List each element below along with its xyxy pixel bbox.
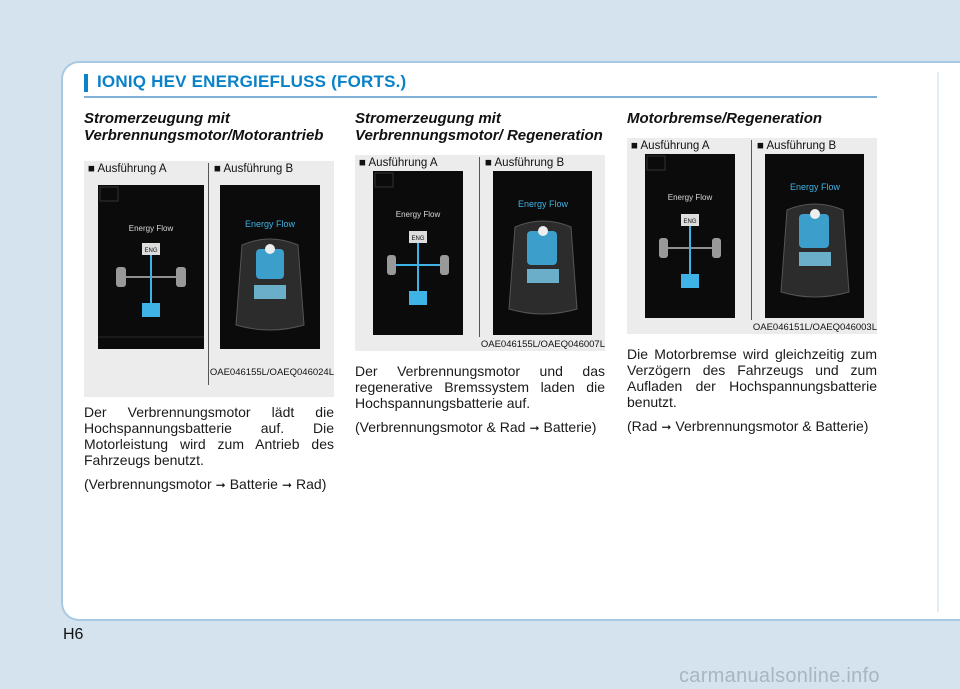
screen-title-b: Energy Flow — [517, 199, 569, 209]
margin-rule — [937, 72, 939, 612]
energy-flow-diagram-a — [645, 154, 735, 318]
figure — [627, 138, 877, 334]
figure-divider — [208, 163, 209, 385]
screen-variant-b — [220, 185, 320, 349]
flow-step: Batterie) — [543, 419, 597, 435]
engine-label: ENG — [683, 219, 697, 225]
column-heading: Stromerzeugung mit Verbrennungsmotor/Motorantrieb — [84, 110, 324, 144]
column-heading: Motorbremse/Regeneration — [627, 110, 823, 127]
variant-b-label: ■ Ausführung B — [757, 140, 837, 152]
section-header — [84, 72, 877, 98]
flow-sequence — [355, 419, 605, 436]
variant-b-label: ■ Ausführung B — [214, 163, 294, 175]
engine-label: ENG — [411, 236, 425, 242]
watermark: carmanualsonline.info — [679, 665, 880, 687]
paragraph: Der Verbrennungsmotor lädt die Hochspannungsbatterie auf. Die Motorleistung wird zum Antrieb des Fahrzeugs benutzt. — [84, 404, 334, 468]
screen-variant-b — [765, 154, 864, 318]
energy-flow-diagram-b — [765, 154, 864, 318]
screen-title: Energy Flow — [667, 193, 713, 202]
figure-code: OAE046151L/OAEQ046003L — [752, 322, 877, 333]
variant-a-label: ■ Ausführung A — [631, 140, 710, 152]
variant-b-label: ■ Ausführung B — [485, 157, 565, 169]
figure-code: OAE046155L/OAEQ046007L — [480, 339, 605, 350]
arrow-icon: ➞ — [529, 421, 540, 435]
column-heading: Stromerzeugung mit Verbrennungsmotor/ Regeneration — [355, 110, 603, 144]
flow-step: Verbrennungsmotor & Batterie) — [675, 418, 869, 434]
figure — [84, 161, 334, 397]
column-engine-brake — [627, 110, 877, 435]
figure-divider — [479, 157, 480, 337]
header-accent-bar — [84, 74, 88, 92]
energy-flow-diagram-a — [373, 171, 463, 335]
flow-step: (Verbrennungsmotor — [84, 476, 212, 492]
column-body — [355, 363, 605, 436]
paragraph: Der Verbrennungsmotor und das regenerative Bremssystem laden die Hochspannungsbatterie auf. — [355, 363, 605, 411]
variant-a-label: ■ Ausführung A — [359, 157, 438, 169]
column-engine-drive — [84, 110, 334, 493]
screen-title: Energy Flow — [128, 224, 174, 233]
flow-step: (Rad — [627, 418, 658, 434]
engine-label: ENG — [144, 248, 158, 254]
paragraph: Die Motorbremse wird gleichzeitig zum Verzögern des Fahrzeugs und zum Aufladen der Hochspannungsbatterie benutzt. — [627, 346, 877, 410]
energy-flow-diagram-b — [220, 185, 320, 349]
screen-title-b: Energy Flow — [244, 219, 296, 229]
flow-step: Rad) — [296, 476, 327, 492]
flow-sequence — [84, 476, 334, 493]
screen-variant-a — [373, 171, 463, 335]
flow-step: Batterie — [229, 476, 278, 492]
screen-variant-a — [98, 185, 204, 349]
arrow-icon: ➞ — [281, 478, 293, 492]
variant-a-label: ■ Ausführung A — [88, 163, 167, 175]
energy-flow-diagram-b — [493, 171, 592, 335]
screen-variant-b — [493, 171, 592, 335]
column-body — [627, 346, 877, 435]
column-engine-regen — [355, 110, 605, 436]
arrow-icon: ➞ — [661, 420, 672, 434]
column-body — [84, 404, 334, 493]
figure-code: OAE046155L/OAEQ046024L — [209, 367, 334, 378]
screen-variant-a — [645, 154, 735, 318]
screen-title-b: Energy Flow — [789, 182, 841, 192]
section-title: IONIQ HEV ENERGIEFLUSS (FORTS.) — [97, 72, 407, 91]
energy-flow-diagram-a — [98, 185, 204, 349]
arrow-icon: ➞ — [215, 478, 226, 492]
figure-divider — [751, 140, 752, 320]
screen-title: Energy Flow — [395, 210, 441, 219]
flow-sequence — [627, 418, 877, 435]
flow-step: (Verbrennungsmotor & Rad — [355, 419, 526, 435]
figure — [355, 155, 605, 351]
page-number: H6 — [63, 626, 84, 643]
